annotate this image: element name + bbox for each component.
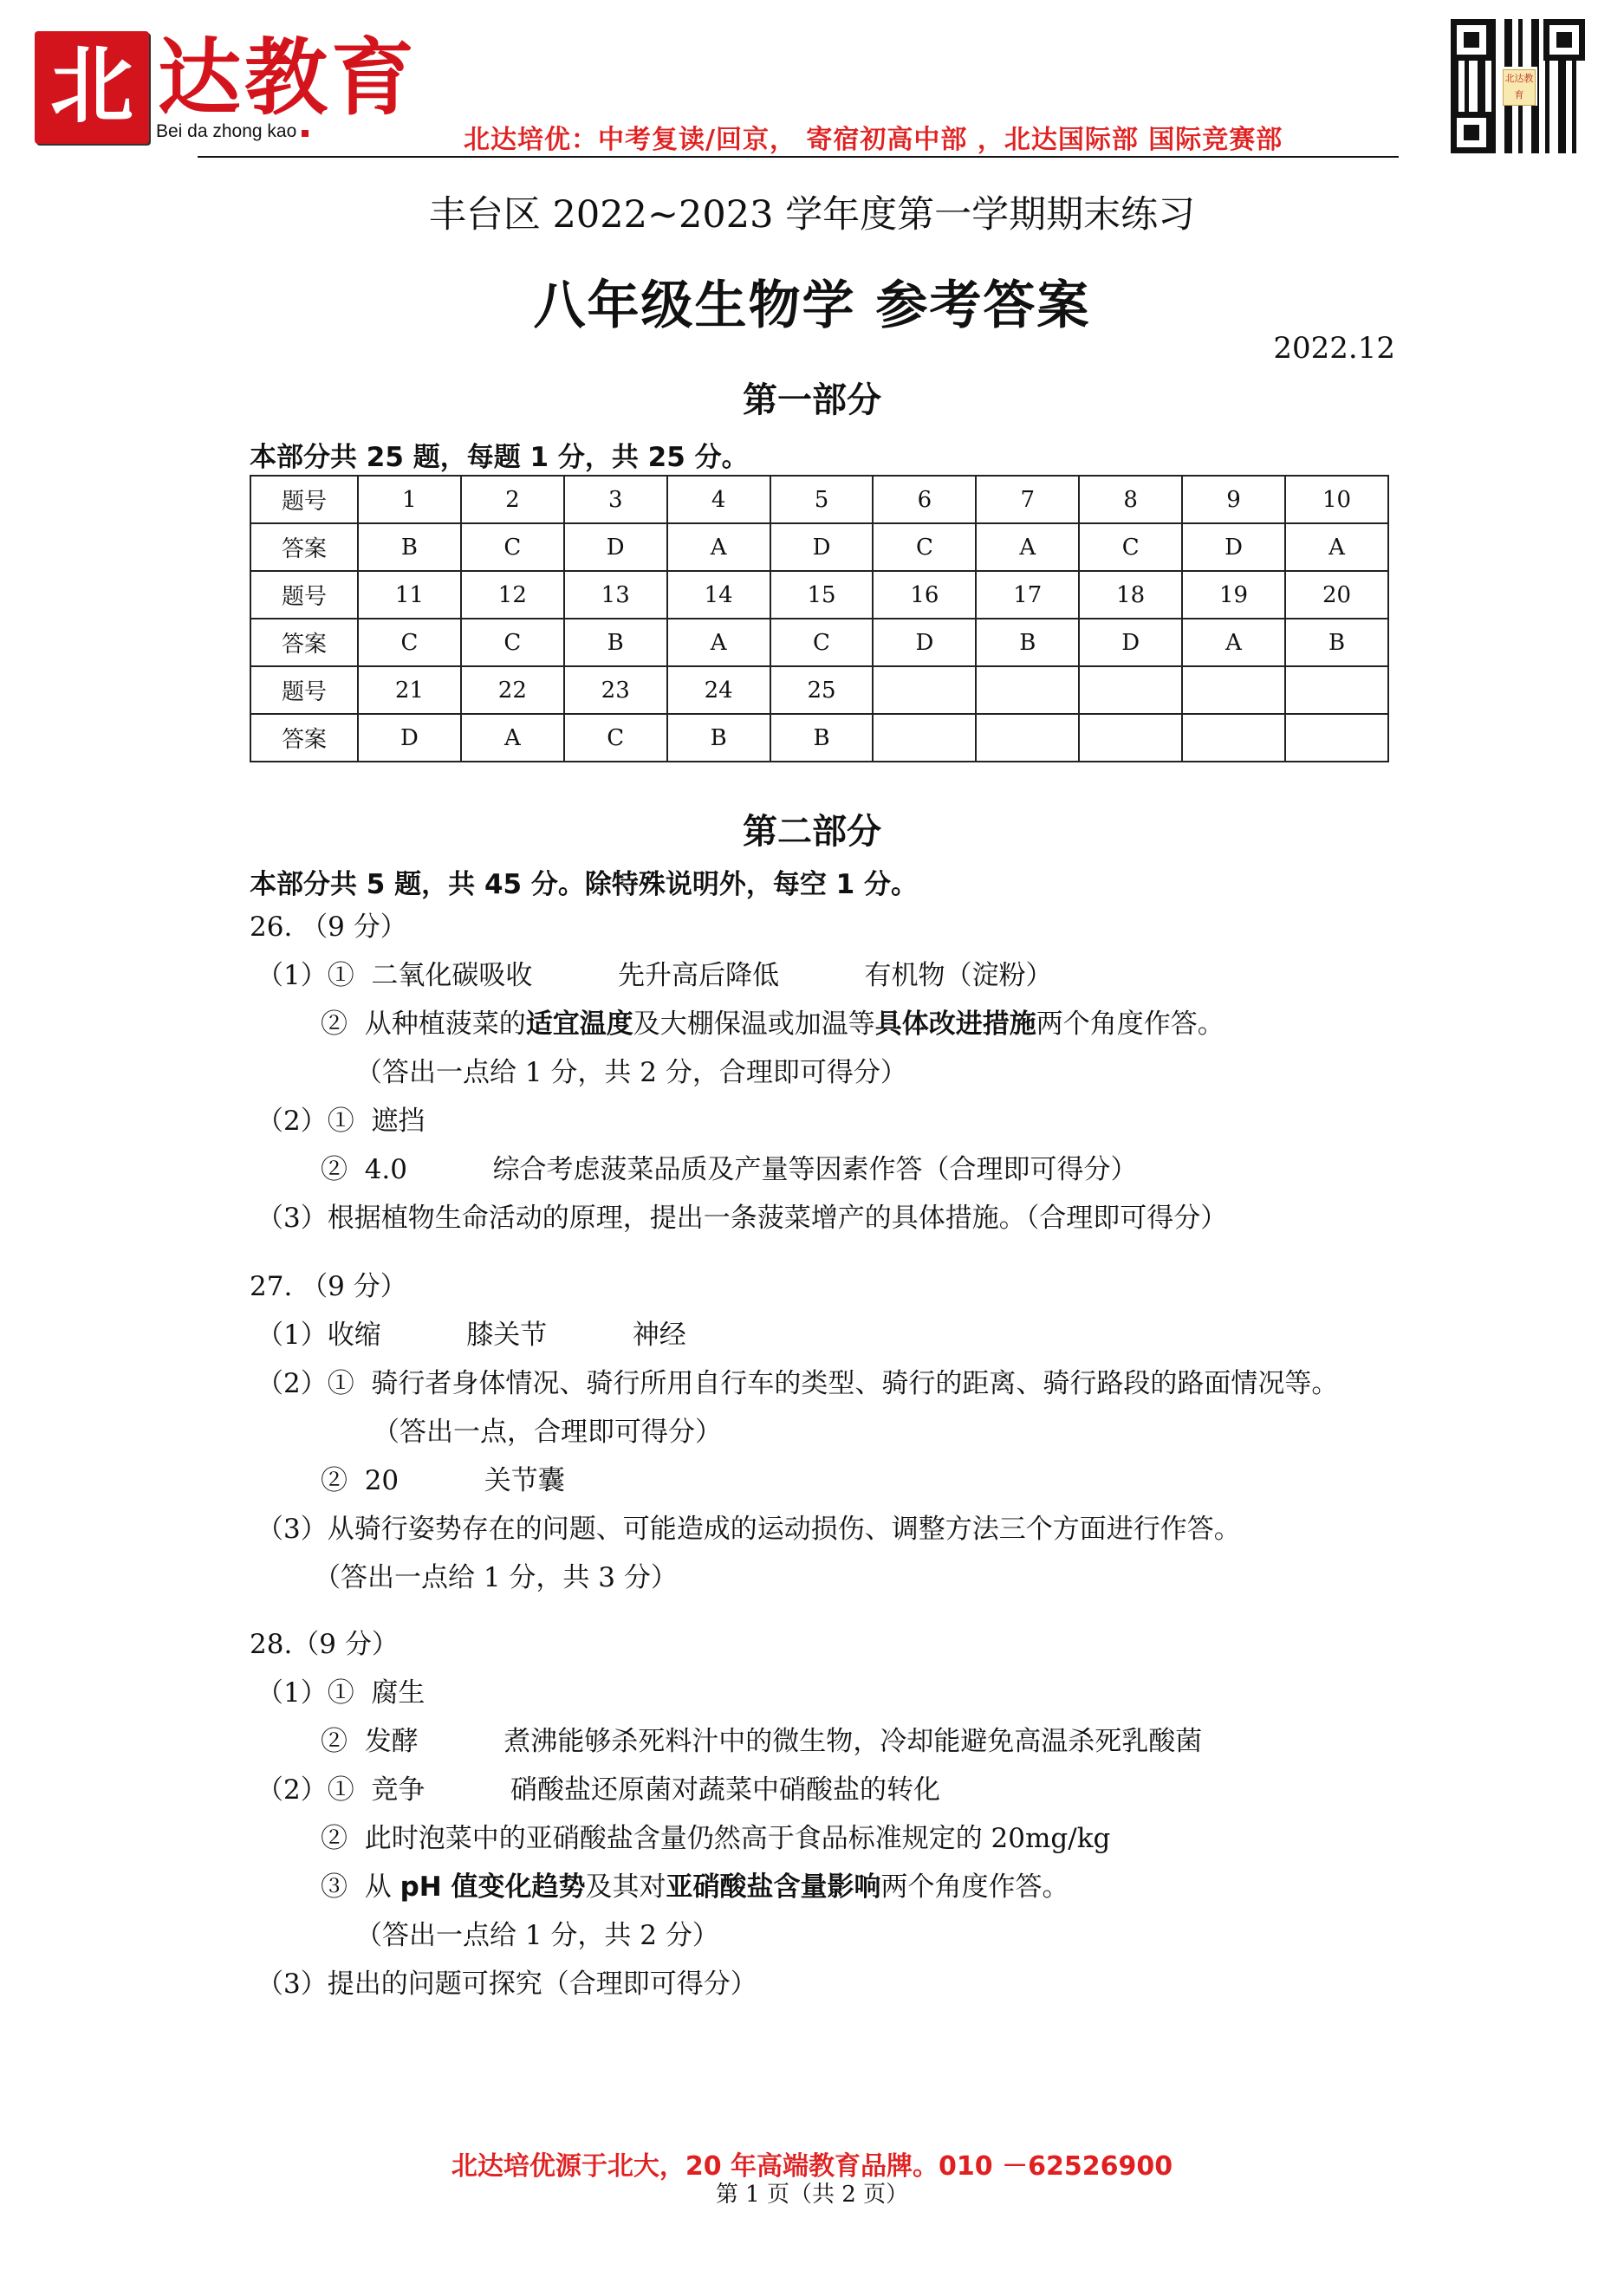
q28-line: ② 此时泡菜中的亚硝酸盐含量仍然高于食品标准规定的 20mg/kg [321, 1823, 1111, 1854]
answer-cell: C [770, 619, 874, 666]
q26-line: （1）① 二氧化碳吸收 先升高后降低 有机物（淀粉） [257, 960, 1053, 991]
question-number-cell: 23 [564, 666, 667, 714]
row-header-question: 题号 [250, 571, 358, 619]
q26-line: （3）根据植物生命活动的原理，提出一条菠菜增产的具体措施。（合理即可得分） [257, 1203, 1228, 1234]
answer-key-title: 八年级生物学 参考答案 [533, 276, 1091, 336]
question-number-cell [1182, 666, 1285, 714]
logo-subtitle: Bei da zhong kao [156, 121, 309, 142]
document-date: 2022.12 [1273, 331, 1395, 366]
q26-line: （2）① 遮挡 [257, 1106, 425, 1137]
answer-cell: D [1182, 523, 1285, 571]
question-number-cell: 7 [976, 476, 1079, 523]
part1-intro: 本部分共 25 题，每题 1 分，共 25 分。 [250, 442, 749, 473]
qr-finder-pattern [1543, 19, 1585, 61]
qr-code-icon [1451, 19, 1585, 153]
logo-badge [35, 31, 149, 144]
answer-cell: B [358, 523, 461, 571]
q27-line: （答出一点给 1 分，共 3 分） [314, 1562, 678, 1593]
question-number-cell: 4 [667, 476, 770, 523]
answer-cell [976, 714, 1079, 762]
question-number-cell [873, 666, 976, 714]
answer-cell: D [564, 523, 667, 571]
answer-cell: C [461, 523, 564, 571]
q26-line: （答出一点给 1 分，共 2 分，合理即可得分） [355, 1057, 907, 1088]
qr-finder-pattern [1451, 112, 1492, 153]
question-number-cell: 17 [976, 571, 1079, 619]
row-header-question: 题号 [250, 476, 358, 523]
answer-cell: C [358, 619, 461, 666]
answer-row [250, 714, 1388, 762]
answer-cell: B [564, 619, 667, 666]
answer-row [250, 523, 1388, 571]
q27-line: （1）收缩 膝关节 神经 [257, 1320, 686, 1351]
page-number: 第 1 页（共 2 页） [715, 2182, 909, 2208]
row-header-answer: 答案 [250, 523, 358, 571]
question-number-row [250, 476, 1388, 523]
question-number-cell: 21 [358, 666, 461, 714]
question-number-cell: 25 [770, 666, 874, 714]
question-number-cell: 1 [358, 476, 461, 523]
answer-cell [1079, 714, 1182, 762]
question-number-cell: 12 [461, 571, 564, 619]
answer-cell: C [564, 714, 667, 762]
answer-cell: D [770, 523, 874, 571]
answer-cell: A [1182, 619, 1285, 666]
q28-line: ② 发酵 煮沸能够杀死料汁中的微生物，冷却能避免高温杀死乳酸菌 [321, 1726, 1203, 1757]
q26-line: ② 4.0 综合考虑菠菜品质及产量等因素作答（合理即可得分） [321, 1154, 1138, 1185]
question-number-cell: 13 [564, 571, 667, 619]
answer-cell: D [1079, 619, 1182, 666]
answer-cell [1182, 714, 1285, 762]
question-number-cell: 5 [770, 476, 874, 523]
part2-title: 第二部分 [743, 812, 881, 852]
brand-logo [26, 28, 420, 149]
qr-center-label: 北达教育 [1503, 69, 1536, 106]
answer-cell [1285, 714, 1388, 762]
q28-heading: 28.（9 分） [250, 1629, 399, 1660]
answer-cell: B [976, 619, 1079, 666]
question-number-cell: 22 [461, 666, 564, 714]
q27-line: ② 20 关节囊 [321, 1465, 565, 1496]
answer-cell: C [1079, 523, 1182, 571]
question-number-cell: 14 [667, 571, 770, 619]
answer-cell: A [667, 523, 770, 571]
q27-line: （答出一点，合理即可得分） [373, 1417, 722, 1448]
question-number-cell: 8 [1079, 476, 1182, 523]
answer-cell: A [1285, 523, 1388, 571]
row-header-answer: 答案 [250, 714, 358, 762]
logo-text: 达教育 [158, 29, 418, 126]
logo-char: 北 [50, 36, 133, 134]
row-header-answer: 答案 [250, 619, 358, 666]
part1-title: 第一部分 [743, 380, 881, 420]
answer-cell: B [770, 714, 874, 762]
answer-row [250, 619, 1388, 666]
answer-cell: A [667, 619, 770, 666]
answer-cell: A [461, 714, 564, 762]
q27-line: （2）① 骑行者身体情况、骑行所用自行车的类型、骑行的距离、骑行路段的路面情况等。 [257, 1368, 1339, 1399]
answer-cell: C [461, 619, 564, 666]
question-number-cell: 11 [358, 571, 461, 619]
q27-heading: 27. （9 分） [250, 1271, 407, 1302]
question-number-cell: 16 [873, 571, 976, 619]
question-number-cell [1285, 666, 1388, 714]
row-header-question: 题号 [250, 666, 358, 714]
answer-table [250, 475, 1389, 762]
answer-cell [873, 714, 976, 762]
header-divider [198, 156, 1399, 158]
q26-line: ② 从种植菠菜的适宜温度及大棚保温或加温等具体改进措施两个角度作答。 [321, 1009, 1224, 1040]
answer-cell: B [667, 714, 770, 762]
footer-promo: 北达培优源于北大，20 年高端教育品牌。010 －62526900 [451, 2151, 1173, 2182]
question-number-cell: 9 [1182, 476, 1285, 523]
answer-cell: D [873, 619, 976, 666]
exam-title: 丰台区 2022~2023 学年度第一学期期末练习 [428, 193, 1196, 237]
question-number-cell: 18 [1079, 571, 1182, 619]
q27-line: （3）从骑行姿势存在的问题、可能造成的运动损伤、调整方法三个方面进行作答。 [257, 1514, 1241, 1545]
question-number-cell: 10 [1285, 476, 1388, 523]
question-number-cell: 20 [1285, 571, 1388, 619]
answer-cell: B [1285, 619, 1388, 666]
q26-heading: 26. （9 分） [250, 911, 407, 943]
q28-line: （答出一点给 1 分，共 2 分） [355, 1920, 719, 1951]
question-number-row [250, 666, 1388, 714]
answer-cell: A [976, 523, 1079, 571]
question-number-cell: 15 [770, 571, 874, 619]
question-number-cell: 24 [667, 666, 770, 714]
q28-line: （2）① 竞争 硝酸盐还原菌对蔬菜中硝酸盐的转化 [257, 1774, 940, 1806]
question-number-cell [976, 666, 1079, 714]
qr-finder-pattern [1451, 19, 1492, 61]
question-number-cell: 6 [873, 476, 976, 523]
header-slogan: 北达培优：中考复读/回京， 寄宿初高中部 ，北达国际部 国际竞赛部 [464, 125, 1283, 155]
question-number-cell: 3 [564, 476, 667, 523]
answer-cell: C [873, 523, 976, 571]
question-number-cell [1079, 666, 1182, 714]
answer-cell: D [358, 714, 461, 762]
q28-line: （1）① 腐生 [257, 1677, 425, 1709]
question-number-cell: 19 [1182, 571, 1285, 619]
q28-line: ③ 从 pH 值变化趋势及其对亚硝酸盐含量影响两个角度作答。 [321, 1871, 1069, 1903]
part2-intro: 本部分共 5 题，共 45 分。除特殊说明外，每空 1 分。 [250, 869, 919, 900]
question-number-row [250, 571, 1388, 619]
q28-line: （3）提出的问题可探究（合理即可得分） [257, 1968, 757, 2000]
question-number-cell: 2 [461, 476, 564, 523]
